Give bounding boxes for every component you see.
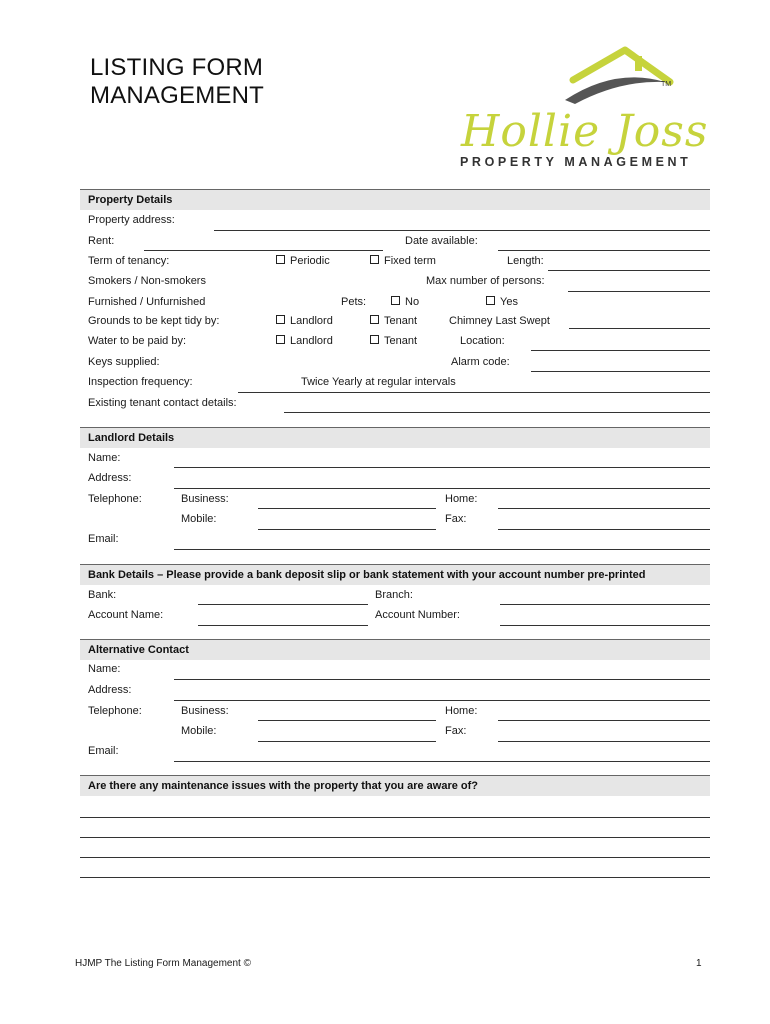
pets-label: Pets: [341, 296, 367, 308]
periodic-checkbox[interactable] [276, 255, 330, 268]
water-label: Water to be paid by: [88, 335, 187, 347]
checkbox-icon [276, 335, 285, 344]
checkbox-icon [486, 296, 495, 305]
maintenance-line[interactable] [80, 857, 710, 858]
alarm-label: Alarm code: [451, 356, 510, 368]
alternative-business-label: Business: [181, 705, 229, 717]
property-details-header: Property Details [80, 189, 710, 210]
term-of-tenancy-label: Term of tenancy: [88, 255, 170, 267]
title-line-1: LISTING FORM [90, 54, 264, 81]
trademark-mark: TM [661, 81, 672, 88]
company-logo [455, 42, 715, 177]
pets-yes-checkbox[interactable] [486, 296, 518, 309]
location-label: Location: [460, 335, 505, 347]
alarm-field[interactable] [531, 371, 710, 372]
water-tenant-checkbox[interactable] [370, 335, 417, 348]
checkbox-icon [370, 335, 379, 344]
alternative-fax-field[interactable] [498, 741, 710, 742]
alternative-email-field[interactable] [174, 761, 710, 762]
alternative-email-label: Email: [88, 745, 119, 757]
smokers-label: Smokers / Non-smokers [88, 275, 206, 287]
date-available-label: Date available: [405, 235, 478, 247]
pets-yes-label: Yes [500, 296, 518, 308]
alternative-contact-header: Alternative Contact [80, 639, 710, 660]
landlord-business-label: Business: [181, 493, 229, 505]
max-persons-label: Max number of persons: [426, 275, 545, 287]
landlord-email-field[interactable] [174, 549, 710, 550]
alternative-business-field[interactable] [258, 720, 436, 721]
grounds-tenant-label: Tenant [384, 315, 418, 327]
maintenance-line[interactable] [80, 817, 710, 818]
alternative-home-label: Home: [445, 705, 478, 717]
page-number: 1 [696, 958, 702, 969]
length-field[interactable] [548, 270, 710, 271]
chimney-label: Chimney Last Swept [449, 315, 550, 327]
bank-details-header: Bank Details – Please provide a bank deposit slip or bank statement with your account number pre-printed [80, 564, 710, 585]
water-tenant-label: Tenant [384, 335, 418, 347]
checkbox-icon [276, 255, 285, 264]
landlord-address-label: Address: [88, 472, 132, 484]
checkbox-icon [276, 315, 285, 324]
landlord-telephone-label: Telephone: [88, 493, 142, 505]
logo-subtitle: PROPERTY MANAGEMENT [460, 155, 692, 169]
inspection-field[interactable] [238, 392, 710, 393]
landlord-mobile-field[interactable] [258, 529, 436, 530]
inspection-value: Twice Yearly at regular intervals [301, 376, 456, 388]
maintenance-line[interactable] [80, 877, 710, 878]
landlord-mobile-label: Mobile: [181, 513, 217, 525]
landlord-fax-label: Fax: [445, 513, 467, 525]
fixed-term-label: Fixed term [384, 255, 436, 267]
alternative-fax-label: Fax: [445, 725, 467, 737]
branch-field[interactable] [500, 604, 710, 605]
landlord-home-label: Home: [445, 493, 478, 505]
page-title [90, 54, 264, 110]
alternative-mobile-field[interactable] [258, 741, 436, 742]
alternative-telephone-label: Telephone: [88, 705, 142, 717]
bank-field[interactable] [198, 604, 368, 605]
existing-tenant-field[interactable] [284, 412, 710, 413]
chimney-field[interactable] [569, 328, 710, 329]
pets-no-label: No [405, 296, 420, 308]
maintenance-line[interactable] [80, 837, 710, 838]
water-landlord-checkbox[interactable] [276, 335, 333, 348]
date-available-field[interactable] [498, 250, 710, 251]
existing-tenant-label: Existing tenant contact details: [88, 397, 237, 409]
property-address-label: Property address: [88, 214, 175, 226]
branch-label: Branch: [375, 589, 413, 601]
pets-no-checkbox[interactable] [391, 296, 419, 309]
alternative-address-field[interactable] [174, 700, 710, 701]
rent-field[interactable] [144, 250, 383, 251]
water-landlord-label: Landlord [290, 335, 333, 347]
alternative-name-field[interactable] [174, 679, 710, 680]
checkbox-icon [370, 315, 379, 324]
grounds-landlord-label: Landlord [290, 315, 333, 327]
footer-text: HJMP The Listing Form Management © [75, 958, 251, 969]
landlord-business-field[interactable] [258, 508, 436, 509]
logo-brand-name: Hollie Joss [461, 106, 709, 157]
account-name-field[interactable] [198, 625, 368, 626]
periodic-label: Periodic [290, 255, 330, 267]
landlord-name-label: Name: [88, 452, 121, 464]
account-number-field[interactable] [500, 625, 710, 626]
property-address-field[interactable] [214, 230, 710, 231]
landlord-details-header: Landlord Details [80, 427, 710, 448]
fixed-term-checkbox[interactable] [370, 255, 436, 268]
landlord-home-field[interactable] [498, 508, 710, 509]
bank-label: Bank: [88, 589, 117, 601]
max-persons-field[interactable] [568, 291, 710, 292]
furnished-label: Furnished / Unfurnished [88, 296, 206, 308]
maintenance-header: Are there any maintenance issues with the property that you are aware of? [80, 775, 710, 796]
title-line-2: MANAGEMENT [90, 82, 265, 109]
grounds-tenant-checkbox[interactable] [370, 315, 417, 328]
landlord-name-field[interactable] [174, 467, 710, 468]
landlord-email-label: Email: [88, 533, 119, 545]
grounds-landlord-checkbox[interactable] [276, 315, 333, 328]
alternative-address-label: Address: [88, 684, 132, 696]
alternative-mobile-label: Mobile: [181, 725, 217, 737]
alternative-home-field[interactable] [498, 720, 710, 721]
length-label: Length: [507, 255, 544, 267]
checkbox-icon [391, 296, 400, 305]
alternative-name-label: Name: [88, 663, 121, 675]
rent-label: Rent: [88, 235, 115, 247]
landlord-fax-field[interactable] [498, 529, 710, 530]
keys-label: Keys supplied: [88, 356, 160, 368]
grounds-label: Grounds to be kept tidy by: [88, 315, 220, 327]
checkbox-icon [370, 255, 379, 264]
inspection-label: Inspection frequency: [88, 376, 193, 388]
landlord-address-field[interactable] [174, 488, 710, 489]
account-number-label: Account Number: [375, 609, 460, 621]
location-field[interactable] [531, 350, 710, 351]
account-name-label: Account Name: [88, 609, 164, 621]
